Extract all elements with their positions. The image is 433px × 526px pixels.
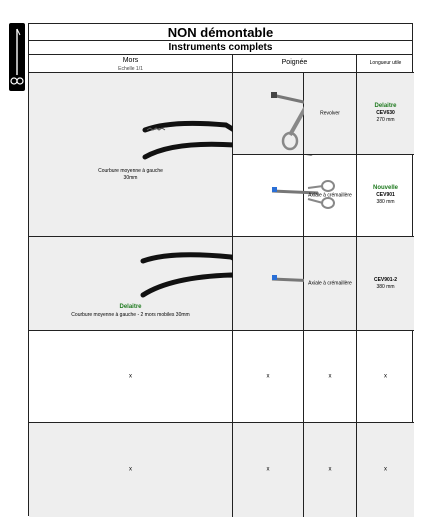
row1b-handle-type-cell — [304, 155, 357, 237]
row2-handle-type: Axiale à crémaillère — [308, 280, 352, 286]
row2-length-cell — [357, 237, 414, 331]
row4-type-cell — [304, 423, 357, 517]
poignee-header-label: Poignée — [281, 59, 308, 66]
row1a-handle-image-cell — [233, 73, 304, 155]
row1b-handle-type: Axiale à crémaillère — [308, 192, 352, 198]
row1b-length: 380 mm — [376, 199, 395, 205]
row3-type-placeholder: x — [328, 373, 332, 379]
row3-type-cell — [304, 331, 357, 423]
row2-length: 380 mm — [376, 284, 395, 290]
row4-handle-placeholder: x — [266, 466, 270, 473]
row4-length-cell — [357, 423, 414, 517]
column-header-longueur — [357, 55, 414, 73]
row3-length-placeholder: x — [384, 373, 387, 379]
row1b-handle-image-cell — [233, 155, 304, 237]
row2-handle-type-cell — [304, 237, 357, 331]
mors-header-label: Mors — [122, 57, 139, 64]
row1b-reference: CEV901 — [376, 192, 395, 198]
row2-reference: CEV901-2 — [373, 277, 398, 283]
row4-type-placeholder: x — [328, 466, 332, 473]
row1a-handle-type: Revolver — [320, 110, 340, 116]
page-title: NON démontable — [29, 24, 412, 41]
row2-mors-brand: Delaitre — [119, 304, 142, 310]
row1b-length-cell — [357, 155, 414, 237]
sidebar-tab — [9, 23, 25, 91]
row1a-reference: CEV630 — [376, 110, 395, 116]
scissors-icon — [9, 23, 25, 91]
mors-header-scale: Echelle 1/1 — [118, 66, 143, 72]
row1a-brand: Delaitre — [374, 103, 397, 109]
row2-mors-caption: Courbure moyenne à gauche - 2 mors mobiles 30mm — [71, 312, 190, 318]
row3-length-cell — [357, 331, 414, 423]
row3-mors-placeholder: x — [129, 373, 132, 379]
page-subtitle: Instruments complets — [29, 41, 412, 55]
row3-handle-cell — [233, 331, 304, 423]
catalog-sheet — [28, 23, 413, 516]
column-header-poignee — [233, 55, 357, 73]
row1-mors-cell — [29, 73, 233, 237]
row1b-brand: Nouvelle — [372, 185, 398, 191]
row1-mors-caption-2: 30mm — [123, 175, 138, 181]
row4-handle-cell — [233, 423, 304, 517]
longueur-header-label: Longueur utile — [369, 60, 402, 66]
row1-mors-caption-1: Courbure moyenne à gauche — [98, 168, 163, 174]
row4-length-placeholder: x — [384, 466, 387, 473]
row2-mors-cell — [29, 237, 233, 331]
row1a-length: 270 mm — [376, 117, 395, 123]
row3-mors-cell — [29, 331, 233, 423]
row1a-length-cell — [357, 73, 414, 155]
row4-mors-cell — [29, 423, 233, 517]
row1a-handle-type-cell — [304, 73, 357, 155]
row4-mors-placeholder: x — [129, 466, 132, 473]
column-header-mors — [29, 55, 233, 73]
row2-handle-image-cell — [233, 237, 304, 331]
row3-handle-placeholder: x — [266, 373, 270, 379]
instrument-table — [29, 55, 412, 517]
